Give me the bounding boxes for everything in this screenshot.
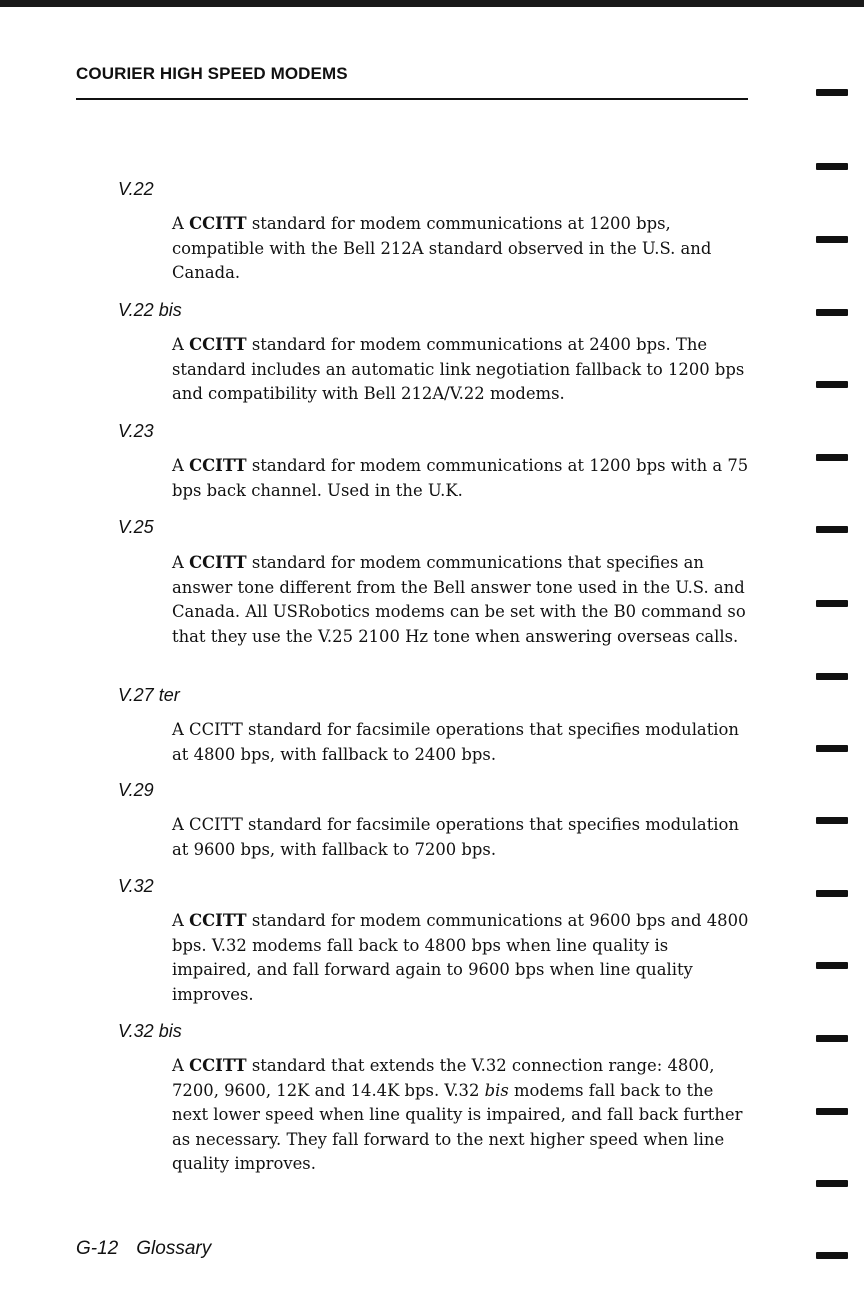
margin-mark — [816, 890, 848, 897]
glossary-term: V.22 bis — [118, 300, 182, 320]
margin-mark — [816, 454, 848, 461]
glossary-term: V.32 bis — [118, 1021, 182, 1041]
header-rule — [76, 98, 748, 100]
margin-mark — [816, 817, 848, 824]
glossary-term: V.25 — [118, 517, 154, 537]
margin-mark — [816, 600, 848, 607]
top-border — [0, 0, 864, 7]
margin-mark — [816, 1252, 848, 1259]
page-footer — [76, 1238, 211, 1260]
glossary-definition: A CCITT standard that extends the V.32 connection range: 4800, 7200, 9600, 12K and 14.4K bps. V.32 bis modems fall back to the next lower speed when line quality is impaired, and fall back further as necessary. They fall forward to the next higher speed when line quality improves. — [172, 1056, 743, 1173]
margin-mark — [816, 381, 848, 388]
margin-mark — [816, 309, 848, 316]
section-name: Glossary — [136, 1238, 212, 1259]
margin-mark — [816, 163, 848, 170]
margin-mark — [816, 673, 848, 680]
margin-mark — [816, 962, 848, 969]
page-header: COURIER HIGH SPEED MODEMS — [76, 64, 348, 83]
glossary-definition: A CCITT standard for modem communications at 9600 bps and 4800 bps. V.32 modems fall back to 4800 bps when line quality is impaired, and fall forward again to 9600 bps when line quality improves. — [172, 911, 749, 1004]
margin-mark — [816, 1108, 848, 1115]
margin-mark — [816, 89, 848, 96]
page-number: G-12 — [76, 1238, 119, 1259]
margin-mark — [816, 236, 848, 243]
glossary-term: V.22 — [118, 179, 154, 199]
glossary-term: V.27 ter — [118, 685, 180, 705]
glossary-definition: A CCITT standard for modem communications at 2400 bps. The standard includes an automatic link negotiation fallback to 1200 bps and compatibility with Bell 212A/V.22 modems. — [172, 335, 745, 403]
glossary-definition: A CCITT standard for modem communications at 1200 bps, compatible with the Bell 212A standard observed in the U.S. and Canada. — [172, 214, 712, 282]
glossary-term: V.23 — [118, 421, 154, 441]
margin-mark — [816, 1180, 848, 1187]
glossary-definition: A CCITT standard for modem communications that specifies an answer tone different from the Bell answer tone used in the U.S. and Canada. All USRobotics modems can be set with the B0 command so that they use the V.25 2100 Hz tone when answering overseas calls. — [172, 553, 746, 646]
glossary-term: V.32 — [118, 876, 154, 896]
glossary-definition: A CCITT standard for modem communications at 1200 bps with a 75 bps back channel. Used in the U.K. — [172, 456, 749, 500]
margin-mark — [816, 1035, 848, 1042]
glossary-definition: A CCITT standard for facsimile operations that specifies modulation at 9600 bps, with fallback to 7200 bps. — [172, 815, 739, 859]
margin-mark — [816, 745, 848, 752]
glossary-definition: A CCITT standard for facsimile operations that specifies modulation at 4800 bps, with fallback to 2400 bps. — [172, 720, 739, 764]
glossary-term: V.29 — [118, 780, 154, 800]
margin-mark — [816, 526, 848, 533]
